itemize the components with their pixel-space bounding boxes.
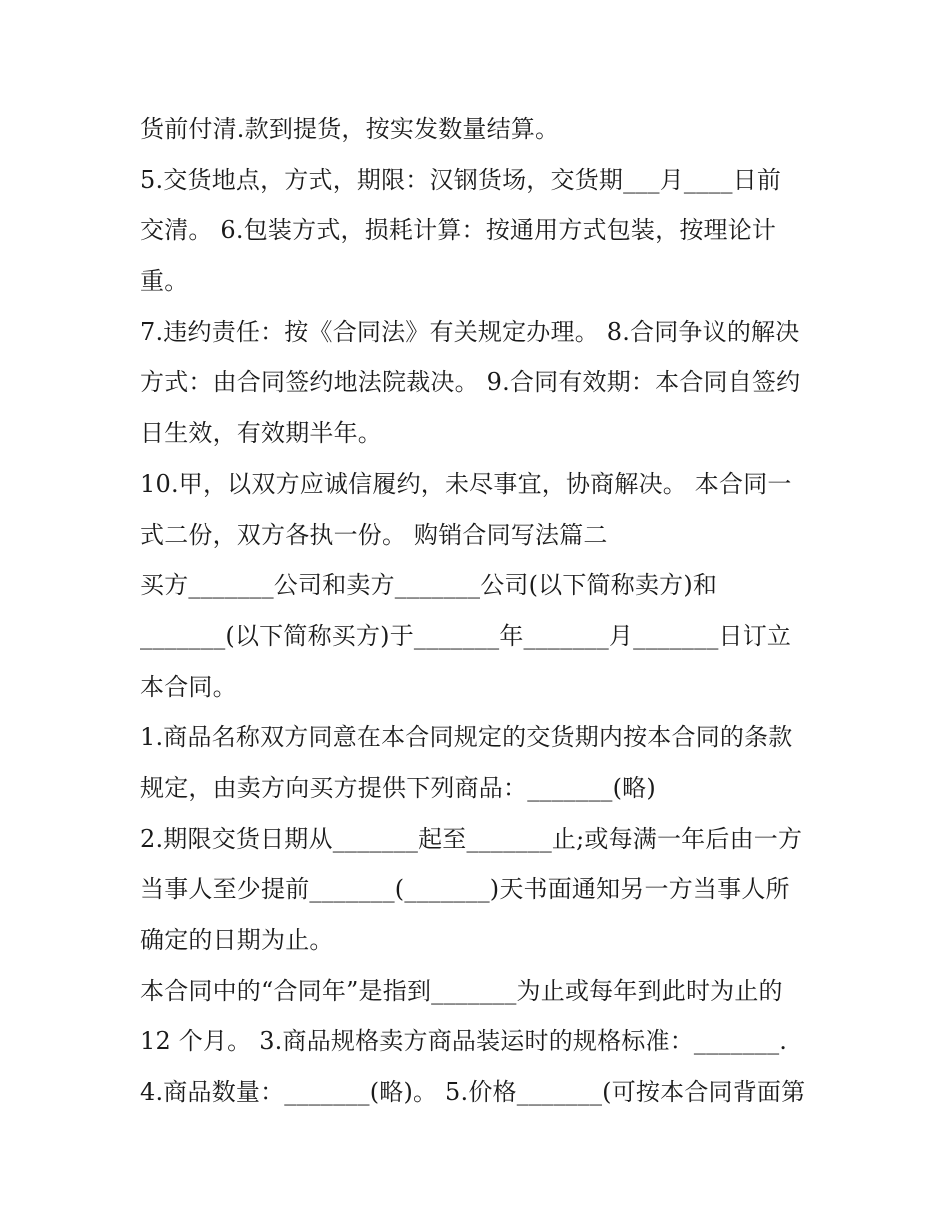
text-line-11: _______(以下简称买方)于_______年_______月_______日订立 bbox=[140, 621, 792, 650]
text-line-3: 交清。 6.包装方式，损耗计算：按通用方式包装，按理论计 bbox=[140, 216, 777, 245]
text-line-20: 4.商品数量：_______(略)。 5.价格_______(可按本合同背面第 bbox=[140, 1078, 806, 1107]
text-line-6: 方式：由合同签约地法院裁决。 9.合同有效期：本合同自签约 bbox=[140, 368, 801, 397]
text-line-17: 确定的日期为止。 bbox=[140, 926, 334, 954]
text-line-4: 重。 bbox=[140, 267, 189, 296]
text-line-19: 12 个月。 3.商品规格卖方商品装运时的规格标准：_______. bbox=[140, 1027, 788, 1056]
text-line-1: 货前付清.款到提货，按实发数量结算。 bbox=[140, 115, 560, 143]
text-line-14: 规定，由卖方向买方提供下列商品：_______(略) bbox=[140, 773, 656, 802]
text-line-15: 2.期限交货日期从_______起至_______止;或每满一年后由一方 bbox=[140, 824, 803, 853]
contract-text-block bbox=[140, 104, 820, 1118]
text-line-5: 7.违约责任：按《合同法》有关规定办理。 8.合同争议的解决 bbox=[140, 317, 800, 346]
text-line-18: 本合同中的“合同年”是指到_______为止或每年到此时为止的 bbox=[140, 976, 783, 1005]
text-line-2: 5.交货地点，方式，期限：汉钢货场，交货期___月____日前 bbox=[140, 165, 782, 194]
text-line-10: 买方_______公司和卖方_______公司(以下简称卖方)和 bbox=[140, 571, 718, 600]
text-line-12: 本合同。 bbox=[140, 672, 237, 701]
text-line-7: 日生效，有效期半年。 bbox=[140, 419, 382, 448]
text-line-9: 式二份，双方各执一份。 购销合同写法篇二 bbox=[140, 520, 608, 549]
text-line-16: 当事人至少提前_______(_______)天书面通知另一方当事人所 bbox=[140, 875, 790, 904]
text-line-8: 10.甲，以双方应诚信履约，未尽事宜，协商解决。 本合同一 bbox=[140, 469, 792, 498]
text-line-13: 1.商品名称双方同意在本合同规定的交货期内按本合同的条款 bbox=[140, 723, 793, 752]
